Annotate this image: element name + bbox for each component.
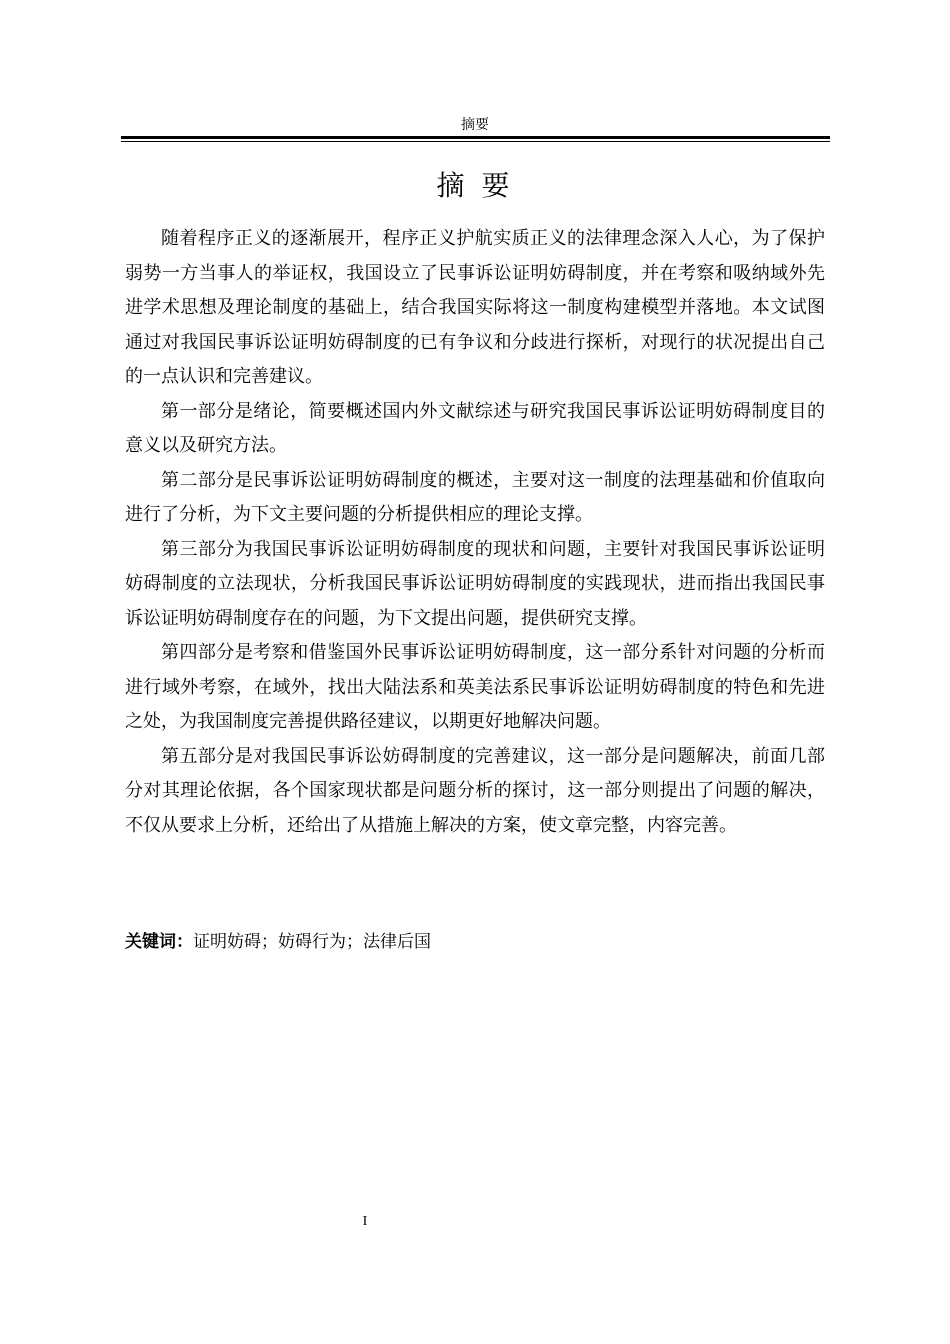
paragraph-part-3: 第三部分为我国民事诉讼证明妨碍制度的现状和问题，主要针对我国民事诉讼证明妨碍制度的立法现状，分析我国民事诉讼证明妨碍制度的实践现状，进而指出我国民事诉讼证明妨碍制度存在的问题，为下文提出问题，提供研究支撑。 [125, 538, 825, 629]
keywords-value: 证明妨碍；妨碍行为；法律后国 [193, 932, 431, 952]
abstract-body [125, 222, 825, 843]
page-title: 摘 要 [436, 169, 514, 202]
keywords-line [125, 928, 825, 956]
paragraph-part-2: 第二部分是民事诉讼证明妨碍制度的概述，主要对这一制度的法理基础和价值取向进行了分析，为下文主要问题的分析提供相应的理论支撑。 [125, 469, 825, 525]
header-rule-thin [121, 141, 830, 142]
paragraph-part-5: 第五部分是对我国民事诉讼妨碍制度的完善建议，这一部分是问题解决，前面几部分对其理论依据，各个国家现状都是问题分析的探讨，这一部分则提出了问题的解决，不仅从要求上分析，还给出了从措施上解决的方案，使文章完整，内容完善。 [125, 745, 825, 836]
paragraph-intro: 随着程序正义的逐渐展开，程序正义护航实质正义的法律理念深入人心，为了保护弱势一方当事人的举证权，我国设立了民事诉讼证明妨碍制度，并在考察和吸纳域外先进学术思想及理论制度的基础上，结合我国实际将这一制度构建模型并落地。本文试图通过对我国民事诉讼证明妨碍制度的已有争议和分歧进行探析，对现行的状况提出自己的一点认识和完善建议。 [125, 228, 825, 387]
paragraph-part-4: 第四部分是考察和借鉴国外民事诉讼证明妨碍制度，这一部分系针对问题的分析而进行域外考察，在域外，找出大陆法系和英美法系民事诉讼证明妨碍制度的特色和先进之处，为我国制度完善提供路径建议，以期更好地解决问题。 [125, 642, 825, 732]
paragraph-part-1: 第一部分是绪论，简要概述国内外文献综述与研究我国民事诉讼证明妨碍制度目的意义以及研究方法。 [125, 400, 825, 456]
running-header: 摘要 [461, 117, 489, 133]
keywords-label: 关键词： [125, 932, 193, 952]
header-rule-thick [121, 136, 830, 139]
page-number: I [362, 1214, 368, 1229]
